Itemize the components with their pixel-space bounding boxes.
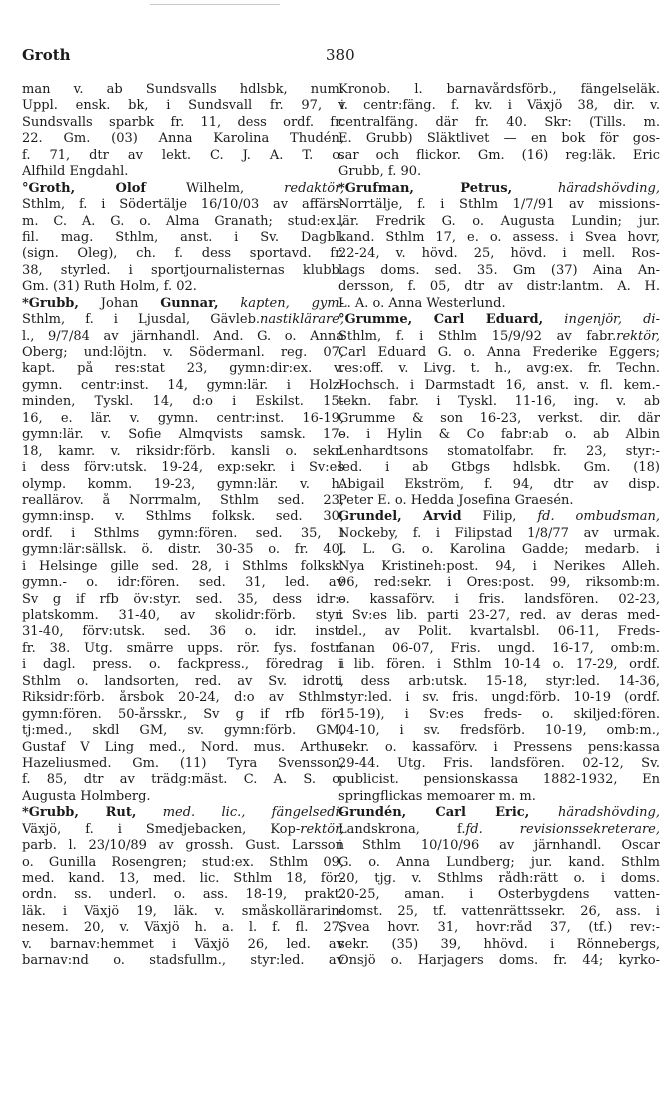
text-line <box>338 361 660 377</box>
text-line <box>22 707 344 723</box>
text-line <box>22 608 344 624</box>
entry-text: publicist. pensionskassa 1882-1932, En <box>338 772 660 788</box>
entry-text: L. A. o. Anna Westerlund. <box>338 295 506 311</box>
text-line <box>338 559 660 575</box>
entry-text: 29-44. Utg. Fris. landsfören. 02-12, Sv. <box>338 755 660 771</box>
entry-text: parb. l. 23/10/89 av grossh. Gust. Larsson <box>22 838 344 854</box>
text-line <box>338 329 660 345</box>
entry-text: fil. mag. Sthlm, anst. i Sv. Dagbl. <box>22 229 344 245</box>
text-line <box>22 394 344 410</box>
text-line <box>338 214 660 230</box>
text-line <box>338 937 660 953</box>
entry-text: domst. 25, tf. vattenrättssekr. 26, ass. i <box>338 903 660 919</box>
entry-text: Grumme & son 16-23, verkst. dir. där <box>338 410 660 426</box>
text-line <box>22 674 344 690</box>
entry-text: gymn:fören. 50-årsskr., Sv g if rfb för- <box>22 706 344 722</box>
text-line <box>338 953 660 969</box>
entry-text: nesem. 20, v. Växjö h. a. l. f. fl. 27, <box>22 920 344 936</box>
text-line <box>338 822 660 838</box>
text-line <box>338 181 660 197</box>
text-line <box>22 904 344 920</box>
entry-text: Sv g if rfb öv:styr. sed. 35, dess idr:- <box>22 591 344 607</box>
entry-text: del., av Polit. kvartalsbl. 06-11, Freds- <box>338 624 660 640</box>
text-line <box>22 953 344 969</box>
entry-title: häradshövding, <box>512 180 660 196</box>
entry-text: Sthlm, f. i Sthlm 15/9/92 av fabr. <box>338 328 617 344</box>
text-line <box>338 345 660 361</box>
entry-title: nastiklärare, <box>260 312 344 328</box>
entry-text: i lib. fören. i Sthlm 10-14 o. 17-29, ordf. <box>338 657 660 673</box>
entry-text: i Sv:es lib. parti 23-27, red. av deras med- <box>338 608 660 623</box>
entry-text: i Helsinge gille sed. 28, i Sthlms folksk. <box>22 558 344 574</box>
entry-text: f. 85, dtr av trädg:mäst. C. A. S. o. <box>22 772 344 788</box>
text-line <box>338 263 660 279</box>
entry-text: v. centr:fäng. f. kv. i Växjö 38, dir. v. <box>338 98 660 114</box>
text-line <box>338 740 660 756</box>
text-line <box>22 526 344 542</box>
entry-text: kand. Sthlm 17, e. o. assess. i Svea hovr, <box>338 229 660 245</box>
entry-text: ordf. i Sthlms gymn:fören. sed. 35, i <box>22 525 344 541</box>
entry-text: 22. Gm. (03) Anna Karolina Thudén, <box>22 131 344 147</box>
entry-name: Grundén, Carl Eric, <box>338 805 530 821</box>
entry-text: sar och flickor. Gm. (16) reg:läk. Eric <box>338 147 660 163</box>
entry-text: Filip, <box>461 509 538 525</box>
text-line <box>22 855 344 871</box>
running-head: Groth <box>22 46 71 64</box>
text-line <box>22 115 344 131</box>
text-line <box>22 838 344 854</box>
entry-text: v. barnav:hemmet i Växjö 26, led. av <box>22 936 344 952</box>
text-line <box>338 230 660 246</box>
text-line <box>22 246 344 262</box>
text-line <box>22 214 344 230</box>
entry-text: Nockeby, f. i Filipstad 1/8/77 av urmak. <box>338 525 660 541</box>
entry-text: m. C. A. G. o. Alma Granath; stud:ex., <box>22 213 344 229</box>
entry-text: Lenhardtsons stomatolfabr. fr. 23, styr:- <box>338 443 660 459</box>
text-line <box>338 707 660 723</box>
text-line <box>338 312 660 328</box>
text-line <box>22 575 344 591</box>
entry-text: 20-25, aman. i Österbygdens vatten- <box>338 887 660 903</box>
text-line <box>22 312 344 328</box>
text-line <box>338 164 660 180</box>
entry-title: ingenjör, di- <box>543 312 660 328</box>
text-line <box>338 115 660 131</box>
entry-text: läk. i Växjö 19, läk. v. småskollärarin- <box>22 903 344 919</box>
entry-text: lags doms. sed. 35. Gm (37) Aina An- <box>338 262 660 278</box>
text-line <box>22 756 344 772</box>
entry-text: reallärov. å Norrmalm, Sthlm sed. 23, <box>22 492 344 508</box>
entry-text: dersson, f. 05, dtr av distr:lantm. A. H. <box>338 279 660 295</box>
entry-text: Sthlm, f. i Ljusdal, Gävleb. <box>22 312 261 328</box>
entry-text: Onsjö o. Harjagers doms. fr. 44; kyrko- <box>338 953 660 969</box>
text-line <box>338 641 660 657</box>
entry-text: Hochsch. i Darmstadt 16, anst. v. fl. kem.- <box>338 377 660 393</box>
text-line <box>22 427 344 443</box>
entry-text: Johan <box>78 295 161 311</box>
text-line <box>338 674 660 690</box>
text-line <box>338 855 660 871</box>
text-line <box>22 723 344 739</box>
entry-title: häradshövding, <box>529 805 660 821</box>
text-line <box>22 493 344 509</box>
entry-text: Sthlm, f. i Södertälje 16/10/03 av affärs- <box>22 197 344 213</box>
text-line <box>338 904 660 920</box>
entry-text: led. i ab Gtbgs hdlsbk. Gm. (18) <box>338 460 660 476</box>
text-line <box>22 345 344 361</box>
text-line <box>338 197 660 213</box>
text-line <box>22 296 344 312</box>
text-line <box>338 805 660 821</box>
entry-text: f. 71, dtr av lekt. C. J. A. T. o. <box>22 147 344 163</box>
entry-text: 38, styrled. i sportjournalisternas klubb. <box>22 262 344 278</box>
text-line <box>22 329 344 345</box>
text-line <box>22 197 344 213</box>
entry-name: °Groth, Olof <box>22 180 147 196</box>
text-line <box>22 641 344 657</box>
entry-name: *Grubb, Rut, <box>22 805 137 821</box>
text-line <box>338 887 660 903</box>
entry-text: 96, red:sekr. i Öres:post. 99, riksomb:m. <box>338 575 660 591</box>
text-line <box>22 361 344 377</box>
text-line <box>22 920 344 936</box>
entry-title: fd. ombudsman, <box>537 509 660 525</box>
text-line <box>338 296 660 312</box>
entry-title: med. lic., fängelsedi- <box>136 805 344 821</box>
entry-title: fd. revisionssekreterare, <box>465 821 660 837</box>
entry-text: fanan 06-07, Fris. ungd. 16-17, omb:m. <box>338 640 660 656</box>
entry-text: i dagl. press. o. fackpress., föredrag i <box>22 657 344 673</box>
text-line <box>22 148 344 164</box>
text-line <box>22 230 344 246</box>
entry-text: o. Gunilla Rosengren; stud:ex. Sthlm 09, <box>22 854 344 870</box>
text-line <box>22 772 344 788</box>
text-line <box>338 542 660 558</box>
entry-text: ordn. ss. underl. o. ass. 18-19, prakt. <box>22 887 344 903</box>
text-line <box>338 394 660 410</box>
text-line <box>22 789 344 805</box>
entry-text: fr. 38. Utg. smärre upps. rör. fys. fostr. <box>22 640 344 656</box>
text-line <box>338 411 660 427</box>
entry-text: Öberg; und:löjtn. v. Södermanl. reg. 07, <box>22 345 344 360</box>
text-line <box>22 624 344 640</box>
text-line <box>22 887 344 903</box>
entry-text: G. o. Anna Lundberg; jur. kand. Sthlm <box>338 854 660 870</box>
entry-text: Wilhelm, <box>146 180 285 196</box>
entry-text: Växjö, f. i Smedjebacken, Kop- <box>22 821 301 837</box>
page-number: 380 <box>326 46 355 64</box>
text-line <box>338 608 660 624</box>
entry-text: 18, kamr. v. riksidr:förb. kansli o. sekr. <box>22 443 344 459</box>
text-line <box>22 411 344 427</box>
entry-text: Uppl. ensk. bk, i Sundsvall fr. 97, i <box>22 98 344 114</box>
entry-text: 04-10, i sv. fredsförb. 10-19, omb:m., <box>338 723 660 739</box>
text-line <box>338 624 660 640</box>
entry-text: o. i Hylin & Co fabr:ab o. ab Albin <box>338 427 660 443</box>
entry-name: Gunnar, <box>160 295 219 311</box>
entry-text: med. kand. 13, med. lic. Sthlm 18, för- <box>22 871 344 886</box>
entry-text: 31-40, förv:utsk. sed. 36 o. idr. inst. <box>22 624 344 640</box>
text-line <box>338 920 660 936</box>
entry-text: olymp. komm. 19-23, gymn:lär. v. h. <box>22 476 344 492</box>
text-line <box>338 789 660 805</box>
text-line <box>338 690 660 706</box>
entry-text: sekr. o. kassaförv. i Pressens pens:kassa <box>338 739 660 755</box>
text-line <box>22 937 344 953</box>
text-line <box>22 82 344 98</box>
entry-text: Nya Kristineh:post. 94, i Nerikes Alleh. <box>338 558 660 574</box>
entry-title: rektör, <box>616 328 660 344</box>
entry-text: Riksidr:förb. årsbok 20-24, d:o av Sthlms <box>22 690 344 706</box>
entry-text: centralfäng. där fr. 40. Skr: (Tills. m. <box>338 114 660 130</box>
text-line <box>338 444 660 460</box>
entry-name: *Grufman, Petrus, <box>338 180 513 196</box>
entry-text: sekr. (35) 39, hhövd. i Rönnebergs, <box>338 936 660 952</box>
entry-text: i dess arb:utsk. 15-18, styr:led. 14-36, <box>338 673 660 689</box>
text-line <box>338 657 660 673</box>
right-column <box>338 82 660 970</box>
text-line <box>338 756 660 772</box>
entry-text: E. Grubb) Släktlivet — en bok för gos- <box>338 131 660 147</box>
entry-title: rektör, <box>300 821 344 837</box>
entry-text: i dess förv:utsk. 19-24, exp:sekr. i Sv:es <box>22 460 344 476</box>
text-line <box>22 164 344 180</box>
entry-text: gymn. centr:inst. 14, gymn:lär. i Holz- <box>22 377 344 393</box>
entry-text: Sthlm o. landsorten, red. av Sv. idrott, <box>22 673 344 689</box>
entry-text: J. L. G. o. Karolina Gadde; medarb. i <box>338 542 660 558</box>
entry-text: l., 9/7/84 av järnhandl. And. G. o. Anna <box>22 328 344 344</box>
text-line <box>22 98 344 114</box>
entry-text: Alfhild Engdahl. <box>22 164 129 180</box>
text-line <box>22 871 344 887</box>
text-line <box>22 460 344 476</box>
entry-text: gymn.- o. idr:fören. sed. 31, led. av <box>22 575 344 591</box>
entry-text: i Sthlm 10/10/96 av järnhandl. Oscar <box>338 838 660 854</box>
entry-text: Sundsvalls sparbk fr. 11, dess ordf. fr. <box>22 114 344 130</box>
text-line <box>338 378 660 394</box>
text-line <box>338 526 660 542</box>
text-line <box>338 460 660 476</box>
entry-text: lär. Fredrik G. o. Augusta Lundin; jur. <box>338 213 660 229</box>
entry-name: °Grumme, Carl Eduard, <box>338 312 544 328</box>
entry-text: gymn:lär. v. Sofie Almqvists samsk. 17- <box>22 427 344 443</box>
entry-text: res:off. v. Livg. t. h., avg:ex. fr. Techn. <box>338 361 660 377</box>
entry-text: Grubb, f. 90. <box>338 164 422 180</box>
entry-text: Svea hovr. 31, hovr:råd 37, (tf.) rev:- <box>338 920 660 936</box>
text-line <box>338 246 660 262</box>
text-line <box>338 493 660 509</box>
text-line <box>338 509 660 525</box>
text-line <box>22 444 344 460</box>
entry-text: 15-19), i Sv:es freds- o. skiljed:fören. <box>338 706 660 722</box>
entry-text: styr:led. i sv. fris. ungd:förb. 10-19 (ordf. <box>338 690 660 706</box>
text-line <box>338 98 660 114</box>
text-line <box>338 477 660 493</box>
text-line <box>22 263 344 279</box>
text-line <box>338 723 660 739</box>
entry-text: springflickas memoarer m. m. <box>338 788 536 804</box>
entry-text: tj:med., skdl GM, sv. gymn:förb. GM, <box>22 723 344 739</box>
text-line <box>22 559 344 575</box>
text-line <box>338 279 660 295</box>
text-line <box>338 592 660 608</box>
text-line <box>22 378 344 394</box>
text-line <box>22 657 344 673</box>
entry-text: o. kassaförv. i fris. landsfören. 02-23, <box>338 591 660 607</box>
text-line <box>338 772 660 788</box>
entry-text: Gm. (31) Ruth Holm, f. 02. <box>22 279 197 295</box>
entry-text: Kronob. l. barnavårdsförb., fängelseläk. <box>338 82 660 97</box>
entry-title: kapten, gym- <box>218 295 344 311</box>
entry-text: kapt. på res:stat 23, gymn:dir:ex. v. <box>22 361 344 377</box>
text-line <box>22 131 344 147</box>
entry-name: *Grubb, <box>22 295 79 311</box>
text-line <box>338 427 660 443</box>
text-line <box>22 805 344 821</box>
entry-text: Peter E. o. Hedda Josefina Graesén. <box>338 492 574 508</box>
text-line <box>22 740 344 756</box>
text-line <box>22 690 344 706</box>
entry-text: 22-24, v. hövd. 25, hövd. i mell. Ros- <box>338 246 660 262</box>
entry-text: tekn. fabr. i Tyskl. 11-16, ing. v. ab <box>338 394 660 410</box>
entry-text: Augusta Holmberg. <box>22 788 151 804</box>
top-rule <box>150 4 280 5</box>
text-line <box>22 592 344 608</box>
entry-text: Norrtälje, f. i Sthlm 1/7/91 av missions- <box>338 197 660 213</box>
entry-text: (sign. Oleg), ch. f. dess sportavd. fr. <box>22 246 344 262</box>
entry-text: 20, tjg. v. Sthlms rådh:rätt o. i doms. <box>338 871 660 886</box>
entry-title: redaktör, <box>284 180 344 196</box>
entry-text: man v. ab Sundsvalls hdlsbk, num. <box>22 82 344 97</box>
entry-text: Abigail Ekström, f. 94, dtr av disp. <box>338 476 660 492</box>
text-line <box>22 181 344 197</box>
text-line <box>22 477 344 493</box>
text-line <box>338 871 660 887</box>
entry-text: gymn:lär:sällsk. ö. distr. 30-35 o. fr. 40, <box>22 542 344 558</box>
entry-name: Grundel, Arvid <box>338 509 462 525</box>
text-line <box>338 575 660 591</box>
text-line <box>22 542 344 558</box>
entry-text: barnav:nd o. stadsfullm., styr:led. av <box>22 953 344 969</box>
text-line <box>22 279 344 295</box>
entry-text: 16, e. lär. v. gymn. centr:inst. 16-19, <box>22 410 344 426</box>
entry-text: platskomm. 31-40, av skolidr:förb. styr. <box>22 608 344 623</box>
text-line <box>338 838 660 854</box>
entry-text: gymn:insp. v. Sthlms folksk. sed. 30, <box>22 509 344 525</box>
text-line <box>338 131 660 147</box>
entry-text: Carl Eduard G. o. Anna Frederike Eggers; <box>338 345 660 360</box>
entry-text: Landskrona, f. <box>338 821 466 837</box>
entry-text: minden, Tyskl. 14, d:o i Eskilst. 15- <box>22 394 344 410</box>
entry-text: Hazeliusmed. Gm. (11) Tyra Svensson, <box>22 755 344 771</box>
text-line <box>338 148 660 164</box>
left-column <box>22 82 344 970</box>
entry-text: Gustaf V Ling med., Nord. mus. Arthur <box>22 739 344 755</box>
text-line <box>22 509 344 525</box>
text-line <box>22 822 344 838</box>
text-line <box>338 82 660 98</box>
